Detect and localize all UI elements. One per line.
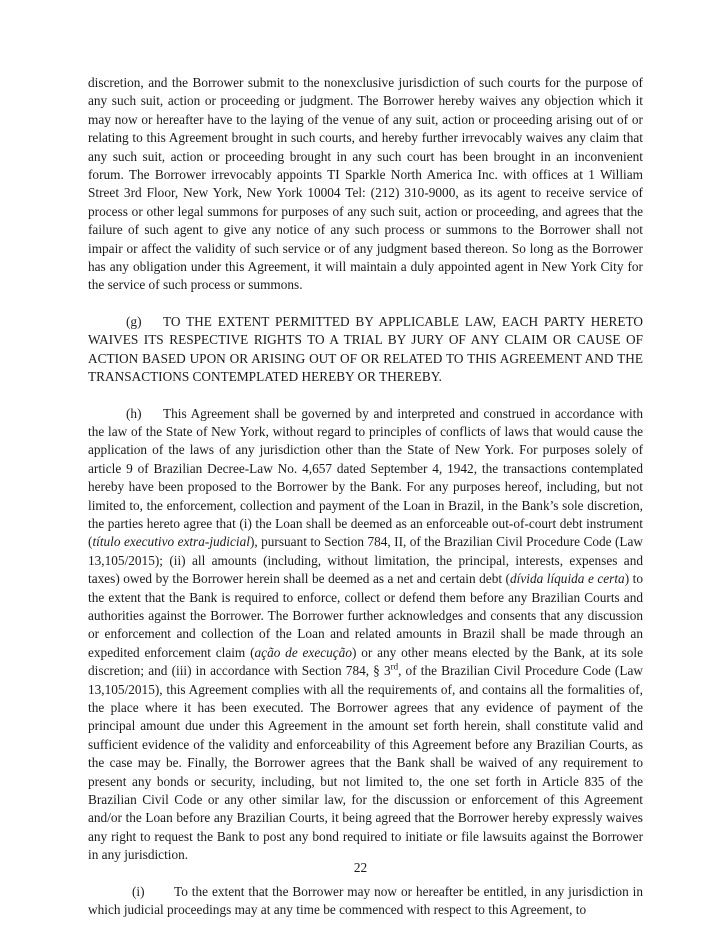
- paragraph-h-italic-acao: ação de execução: [254, 644, 352, 660]
- paragraph-h: [88, 405, 643, 865]
- paragraph-g-text: TO THE EXTENT PERMITTED BY APPLICABLE LAW, EACH PARTY HERETO WAIVES ITS RESPECTIVE RIGHTS TO A TRIAL BY JURY OF ANY CLAIM OR CAUSE OF ACTION BASED UPON OR ARISING OUT OF OR RELATED TO THIS AGREEMENT AND THE TRANSACTIONS CONTEMPLATED HEREBY OR THEREBY.: [88, 313, 643, 385]
- paragraph-g-label: (g): [126, 313, 142, 329]
- document-page: [88, 74, 643, 919]
- paragraph-h-text-2: ), pursuant to Section 784, II, of the Brazilian Civil Procedure Code (Law 13,105/2015); (ii) all amounts (including, without limitation, the principal, interests, expenses and taxes) owed by the Borrower herein shall be deemed as a net and certain debt (: [88, 534, 644, 587]
- paragraph-h-italic-titulo: título executivo extra-judicial: [92, 534, 250, 550]
- page-number: 22: [353, 860, 368, 875]
- paragraph-i-text: To the extent that the Borrower may now or hereafter be entitled, in any jurisdiction in which judicial proceedings may at any time be commenced with respect to this Agreement, to: [88, 883, 643, 918]
- paragraph-i: [88, 883, 643, 920]
- paragraph-h-label: (h): [126, 405, 142, 421]
- paragraph-h-superscript: rd: [390, 661, 399, 672]
- paragraph-f-continued: discretion, and the Borrower submit to the nonexclusive jurisdiction of such courts for the purpose of any such suit, action or proceeding or judgment. The Borrower hereby waives any objection which it may now or hereafter have to the laying of the venue of any suit, action or proceeding arising out of or relating to this Agreement brought in such courts, and hereby further irrevocably waives any claim that any such suit, action or proceeding brought in any such court has been brought in an inconvenient forum. The Borrower irrevocably appoints TI Sparkle North America Inc. with offices at 1 William Street 3rd Floor, New York, New York 10004 Tel: (212) 310-9000, as its agent to receive service of process or other legal summons for purposes of any such suit, action or proceeding, and agrees that the failure of such agent to give any notice of any such process or summons to the Borrower shall not impair or affect the validity of such service or of any judgment based thereon. So long as the Borrower has any obligation under this Agreement, it will maintain a duly appointed agent in New York City for the service of such process or summons.: [88, 75, 643, 293]
- paragraph-h-text-1: This Agreement shall be governed by and interpreted and construed in accordance with the law of the State of New York, without regard to principles of conflicts of laws that would cause the application of the laws of any jurisdiction other than the State of New York. For purposes solely of article 9 of Brazilian Decree-Law No. 4,657 dated September 4, 1942, the transactions contemplated hereby have been proposed to the Borrower by the Bank. For any purposes hereof, including, but not limited to, the enforcement, collection and payment of the Loan in Brazil, in the Bank’s sole discretion, the parties hereto agree that (i) the Loan shall be deemed as an enforceable out-of-court debt instrument (: [88, 405, 643, 550]
- paragraph-h-text-5: , of the Brazilian Civil Procedure Code (Law 13,105/2015), this Agreement complies with all the requirements of, and contains all the formalities of, the place where it has been executed. The Borrower agrees that any evidence of payment of the principal amount due under this Agreement in the amount set forth herein, shall constitute valid and sufficient evidence of the validity and enforceability of this Agreement before any Brazilian Courts, as the case may be. Finally, the Borrower agrees that the Bank shall be waived of any requirement to present any bonds or security, including, but not limited to, the one set forth in Article 835 of the Brazilian Civil Code or any other similar law, for the discussion or enforcement of this Agreement and/or the Loan before any Brazilian Courts, it being agreed that the Borrower hereby expressly waives any right to request the Bank to post any bond required to initiate or file lawsuits against the Borrower in any jurisdiction.: [88, 663, 643, 863]
- paragraph-h-text-4: ) or any other means elected by the Bank, at its sole discretion; and (iii) in accordance with Section 784, § 3: [88, 644, 643, 679]
- paragraph-i-label: (i): [132, 883, 145, 899]
- paragraph-g: [88, 313, 643, 387]
- paragraph-h-italic-divida: dívida líquida e certa: [510, 571, 625, 587]
- paragraph-h-text-3: ) to the extent that the Bank is required to enforce, collect or defend them before any Brazilian Courts and authorities against the Borrower. The Borrower further acknowledges and consents that any discussion or enforcement and collection of the Loan and related amounts in Brazil shall be made through an expedited enforcement claim (: [88, 571, 643, 660]
